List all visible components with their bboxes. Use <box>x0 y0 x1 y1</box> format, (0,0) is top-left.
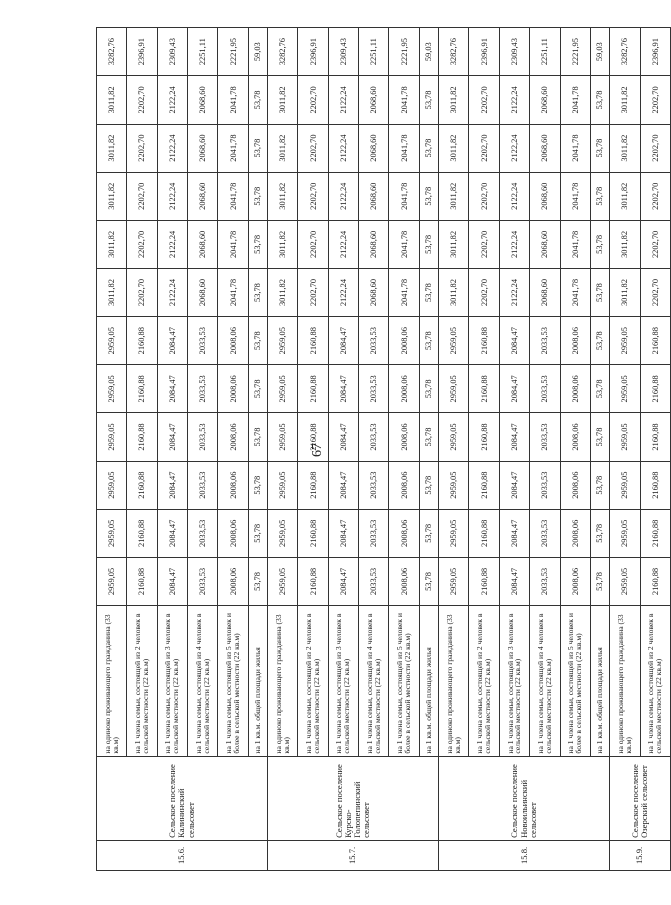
page-number: 67 <box>310 443 325 457</box>
value-cell: 2033,53 <box>530 557 560 605</box>
value-cell: 2008,06 <box>389 461 419 509</box>
table-row <box>188 28 218 871</box>
value-cell: 2041,78 <box>218 268 248 316</box>
value-cell: 2033,53 <box>359 509 389 557</box>
value-cell: 2122,24 <box>157 268 187 316</box>
value-cell: 2008,06 <box>560 413 590 461</box>
value-cell: 2202,70 <box>298 76 328 124</box>
row-description: на 1 члена семьи, состоящей из 4 человек в сельской местности (22 кв.м) <box>359 606 389 757</box>
value-cell: 53,78 <box>248 509 267 557</box>
table-row <box>590 28 609 871</box>
value-cell: 2959,05 <box>268 413 298 461</box>
value-cell: 2160,88 <box>469 317 499 365</box>
value-cell: 53,78 <box>248 76 267 124</box>
value-cell: 2033,53 <box>530 365 560 413</box>
value-cell: 2160,88 <box>298 557 328 605</box>
value-cell: 2068,60 <box>359 220 389 268</box>
value-cell: 2008,06 <box>218 557 248 605</box>
table-row <box>127 28 157 871</box>
value-cell: 2084,47 <box>328 461 358 509</box>
value-cell: 53,78 <box>248 461 267 509</box>
value-cell: 2008,06 <box>218 461 248 509</box>
value-cell: 2122,24 <box>328 124 358 172</box>
value-cell: 2068,60 <box>359 124 389 172</box>
value-cell: 53,78 <box>248 220 267 268</box>
row-description: на 1 члена семьи, состоящей из 2 человек в сельской местности (22 кв.м) <box>640 606 670 757</box>
value-cell: 2008,06 <box>560 317 590 365</box>
value-cell: 3282,76 <box>268 28 298 76</box>
value-cell: 2068,60 <box>359 268 389 316</box>
value-cell: 2084,47 <box>328 557 358 605</box>
value-cell: 2008,06 <box>389 557 419 605</box>
value-cell: 2160,88 <box>640 509 670 557</box>
value-cell: 53,78 <box>590 365 609 413</box>
value-cell: 2008,06 <box>389 413 419 461</box>
value-cell: 2959,05 <box>610 461 640 509</box>
table-row <box>610 28 640 871</box>
value-cell: 2084,47 <box>157 509 187 557</box>
value-cell: 2041,78 <box>389 172 419 220</box>
value-cell: 2202,70 <box>298 220 328 268</box>
value-cell: 3011,82 <box>268 172 298 220</box>
section-number: 15.9. <box>610 840 671 870</box>
table-row <box>359 28 389 871</box>
value-cell: 2160,88 <box>640 461 670 509</box>
value-cell: 2068,60 <box>188 220 218 268</box>
value-cell: 2084,47 <box>499 557 529 605</box>
value-cell: 2251,11 <box>359 28 389 76</box>
value-cell: 2202,70 <box>298 124 328 172</box>
value-cell: 2041,78 <box>560 172 590 220</box>
table-row <box>469 28 499 871</box>
value-cell: 59,03 <box>248 28 267 76</box>
value-cell: 2221,95 <box>218 28 248 76</box>
value-cell: 2160,88 <box>127 461 157 509</box>
value-cell: 2160,88 <box>469 461 499 509</box>
value-cell: 2008,06 <box>560 461 590 509</box>
value-cell: 2041,78 <box>389 268 419 316</box>
value-cell: 2122,24 <box>328 76 358 124</box>
value-cell: 2959,05 <box>439 413 469 461</box>
value-cell: 2202,70 <box>469 124 499 172</box>
value-cell: 2202,70 <box>127 124 157 172</box>
value-cell: 2033,53 <box>359 317 389 365</box>
value-cell: 2202,70 <box>640 220 670 268</box>
value-cell: 53,78 <box>419 413 438 461</box>
table-row <box>389 28 419 871</box>
value-cell: 2309,43 <box>499 28 529 76</box>
table-row <box>560 28 590 871</box>
value-cell: 53,78 <box>590 557 609 605</box>
value-cell: 2221,95 <box>560 28 590 76</box>
value-cell: 53,78 <box>590 268 609 316</box>
value-cell: 2008,06 <box>560 365 590 413</box>
value-cell: 53,78 <box>419 461 438 509</box>
section-number: 15.6. <box>97 840 268 870</box>
value-cell: 2202,70 <box>640 124 670 172</box>
value-cell: 2959,05 <box>610 557 640 605</box>
value-cell: 2202,70 <box>127 172 157 220</box>
value-cell: 2122,24 <box>499 124 529 172</box>
table-row <box>157 28 187 871</box>
value-cell: 2202,70 <box>640 172 670 220</box>
row-description: на 1 члена семьи, состоящей из 3 человек в сельской местности (22 кв.м) <box>328 606 358 757</box>
value-cell: 2959,05 <box>610 413 640 461</box>
value-cell: 2396,91 <box>298 28 328 76</box>
value-cell: 2959,05 <box>268 509 298 557</box>
settlement-name: Сельское поселение Калининский сельсовет <box>97 756 268 840</box>
value-cell: 53,78 <box>419 124 438 172</box>
value-cell: 53,78 <box>419 268 438 316</box>
value-cell: 2068,60 <box>530 76 560 124</box>
table-row <box>419 28 438 871</box>
value-cell: 2959,05 <box>610 365 640 413</box>
value-cell: 2041,78 <box>560 124 590 172</box>
value-cell: 3011,82 <box>610 76 640 124</box>
value-cell: 59,03 <box>590 28 609 76</box>
value-cell: 2084,47 <box>157 317 187 365</box>
value-cell: 2396,91 <box>469 28 499 76</box>
value-cell: 2084,47 <box>499 413 529 461</box>
value-cell: 53,78 <box>590 172 609 220</box>
value-cell: 2309,43 <box>157 28 187 76</box>
table-body <box>97 28 671 871</box>
value-cell: 2033,53 <box>188 509 218 557</box>
value-cell: 53,78 <box>419 365 438 413</box>
row-description: на 1 члена семьи, состоящей из 4 человек в сельской местности (22 кв.м) <box>188 606 218 757</box>
value-cell: 2202,70 <box>469 172 499 220</box>
value-cell: 2008,06 <box>389 317 419 365</box>
value-cell: 2309,43 <box>328 28 358 76</box>
value-cell: 53,78 <box>419 172 438 220</box>
value-cell: 2202,70 <box>469 220 499 268</box>
value-cell: 2033,53 <box>530 413 560 461</box>
value-cell: 2068,60 <box>530 220 560 268</box>
value-cell: 3011,82 <box>610 124 640 172</box>
value-cell: 2160,88 <box>127 557 157 605</box>
value-cell: 2160,88 <box>469 413 499 461</box>
value-cell: 2008,06 <box>218 509 248 557</box>
row-description: на одиноко проживающего гражданина (33 кв.м) <box>97 606 127 757</box>
value-cell: 2122,24 <box>328 220 358 268</box>
value-cell: 2033,53 <box>188 365 218 413</box>
value-cell: 2959,05 <box>439 317 469 365</box>
value-cell: 53,78 <box>419 220 438 268</box>
rotated-table-container <box>96 27 671 871</box>
value-cell: 2084,47 <box>499 365 529 413</box>
value-cell: 3011,82 <box>268 268 298 316</box>
value-cell: 3011,82 <box>97 124 127 172</box>
settlement-name: Сельское поселение Озерский сельсовет <box>610 756 671 840</box>
value-cell: 2959,05 <box>439 557 469 605</box>
section-number: 15.8. <box>439 840 610 870</box>
value-cell: 2068,60 <box>188 172 218 220</box>
value-cell: 3011,82 <box>268 220 298 268</box>
value-cell: 2122,24 <box>499 172 529 220</box>
value-cell: 2160,88 <box>469 557 499 605</box>
value-cell: 53,78 <box>419 509 438 557</box>
value-cell: 2160,88 <box>298 509 328 557</box>
value-cell: 2202,70 <box>127 268 157 316</box>
value-cell: 3282,76 <box>439 28 469 76</box>
value-cell: 3011,82 <box>268 124 298 172</box>
value-cell: 3011,82 <box>610 268 640 316</box>
row-description: на 1 члена семьи, состоящей из 3 человек в сельской местности (22 кв.м) <box>157 606 187 757</box>
value-cell: 2008,06 <box>218 413 248 461</box>
value-cell: 3282,76 <box>97 28 127 76</box>
value-cell: 2221,95 <box>389 28 419 76</box>
table-row <box>268 28 298 871</box>
value-cell: 2033,53 <box>359 413 389 461</box>
value-cell: 2959,05 <box>97 317 127 365</box>
value-cell: 53,78 <box>248 557 267 605</box>
value-cell: 3011,82 <box>610 172 640 220</box>
value-cell: 2160,88 <box>298 365 328 413</box>
value-cell: 2068,60 <box>188 124 218 172</box>
table-row <box>640 28 670 871</box>
row-description: на 1 кв.м. общей площади жилья <box>590 606 609 757</box>
value-cell: 2068,60 <box>530 124 560 172</box>
value-cell: 2068,60 <box>359 76 389 124</box>
value-cell: 2122,24 <box>328 268 358 316</box>
value-cell: 2008,06 <box>218 317 248 365</box>
value-cell: 53,78 <box>590 220 609 268</box>
value-cell: 53,78 <box>590 124 609 172</box>
value-cell: 2041,78 <box>560 220 590 268</box>
value-cell: 2959,05 <box>268 365 298 413</box>
value-cell: 53,78 <box>590 76 609 124</box>
value-cell: 2084,47 <box>157 461 187 509</box>
value-cell: 53,78 <box>248 268 267 316</box>
value-cell: 2008,06 <box>560 557 590 605</box>
row-description: на одиноко проживающего гражданина (33 кв.м) <box>439 606 469 757</box>
row-description: на одиноко проживающего гражданина (33 кв.м) <box>268 606 298 757</box>
value-cell: 2202,70 <box>298 172 328 220</box>
value-cell: 2033,53 <box>359 557 389 605</box>
value-cell: 53,78 <box>419 76 438 124</box>
value-cell: 53,78 <box>419 317 438 365</box>
value-cell: 2033,53 <box>359 365 389 413</box>
value-cell: 3011,82 <box>268 76 298 124</box>
value-cell: 2041,78 <box>218 76 248 124</box>
value-cell: 2084,47 <box>499 317 529 365</box>
value-cell: 2202,70 <box>640 268 670 316</box>
value-cell: 2068,60 <box>188 268 218 316</box>
value-cell: 2959,05 <box>439 509 469 557</box>
section-number: 15.7. <box>268 840 439 870</box>
value-cell: 53,78 <box>590 317 609 365</box>
value-cell: 2160,88 <box>298 317 328 365</box>
value-cell: 2084,47 <box>157 557 187 605</box>
value-cell: 2084,47 <box>157 365 187 413</box>
value-cell: 2122,24 <box>499 268 529 316</box>
value-cell: 2008,06 <box>218 365 248 413</box>
table-row <box>530 28 560 871</box>
value-cell: 2041,78 <box>389 124 419 172</box>
value-cell: 53,78 <box>590 461 609 509</box>
value-cell: 3011,82 <box>439 124 469 172</box>
row-description: на 1 члена семьи, состоящей из 4 человек в сельской местности (22 кв.м) <box>530 606 560 757</box>
table-row <box>97 28 127 871</box>
value-cell: 2033,53 <box>530 461 560 509</box>
value-cell: 2084,47 <box>328 413 358 461</box>
value-cell: 2008,06 <box>389 509 419 557</box>
value-cell: 2068,60 <box>188 76 218 124</box>
value-cell: 2959,05 <box>439 365 469 413</box>
value-cell: 2122,24 <box>157 172 187 220</box>
value-cell: 2041,78 <box>218 172 248 220</box>
value-cell: 2033,53 <box>530 509 560 557</box>
value-cell: 2160,88 <box>127 365 157 413</box>
value-cell: 2959,05 <box>439 461 469 509</box>
value-cell: 2122,24 <box>157 76 187 124</box>
row-description: на одиноко проживающего гражданина (33 кв.м) <box>610 606 640 757</box>
value-cell: 2033,53 <box>188 317 218 365</box>
value-cell: 2041,78 <box>389 220 419 268</box>
value-cell: 2959,05 <box>97 557 127 605</box>
value-cell: 2160,88 <box>298 413 328 461</box>
row-description: на 1 члена семьи, состоящей из 2 человек в сельской местности (22 кв.м) <box>127 606 157 757</box>
value-cell: 2959,05 <box>268 461 298 509</box>
value-cell: 53,78 <box>590 509 609 557</box>
value-cell: 2122,24 <box>157 220 187 268</box>
row-description: на 1 члена семьи, состоящей из 2 человек в сельской местности (22 кв.м) <box>298 606 328 757</box>
row-description: на 1 кв.м. общей площади жилья <box>248 606 267 757</box>
value-cell: 2251,11 <box>530 28 560 76</box>
value-cell: 3282,76 <box>610 28 640 76</box>
value-cell: 2084,47 <box>499 509 529 557</box>
value-cell: 2202,70 <box>127 76 157 124</box>
value-cell: 53,78 <box>248 317 267 365</box>
row-description: на 1 члена семьи, состоящей из 5 человек и более в сельской местности (22 кв.м) <box>560 606 590 757</box>
value-cell: 2122,24 <box>157 124 187 172</box>
value-cell: 2160,88 <box>640 317 670 365</box>
value-cell: 53,78 <box>248 172 267 220</box>
value-cell: 2008,06 <box>560 509 590 557</box>
value-cell: 2033,53 <box>188 557 218 605</box>
value-cell: 53,78 <box>248 124 267 172</box>
value-cell: 2084,47 <box>328 509 358 557</box>
value-cell: 2202,70 <box>640 76 670 124</box>
value-cell: 2160,88 <box>640 365 670 413</box>
value-cell: 2959,05 <box>97 509 127 557</box>
value-cell: 2084,47 <box>499 461 529 509</box>
value-cell: 2959,05 <box>268 557 298 605</box>
value-cell: 2959,05 <box>610 509 640 557</box>
value-cell: 3011,82 <box>439 268 469 316</box>
value-cell: 2959,05 <box>610 317 640 365</box>
value-cell: 2041,78 <box>560 268 590 316</box>
value-cell: 2122,24 <box>499 220 529 268</box>
table-row <box>218 28 248 871</box>
value-cell: 3011,82 <box>97 268 127 316</box>
value-cell: 2160,88 <box>127 317 157 365</box>
value-cell: 2033,53 <box>359 461 389 509</box>
value-cell: 2084,47 <box>328 365 358 413</box>
value-cell: 2160,88 <box>469 509 499 557</box>
value-cell: 2160,88 <box>469 365 499 413</box>
tariff-table <box>96 27 671 871</box>
value-cell: 2396,91 <box>640 28 670 76</box>
row-description: на 1 члена семьи, состоящей из 5 человек и более в сельской местности (22 кв.м) <box>218 606 248 757</box>
row-description: на 1 члена семьи, состоящей из 3 человек в сельской местности (22 кв.м) <box>499 606 529 757</box>
value-cell: 2033,53 <box>188 413 218 461</box>
value-cell: 2033,53 <box>188 461 218 509</box>
value-cell: 2160,88 <box>298 461 328 509</box>
value-cell: 2160,88 <box>640 413 670 461</box>
value-cell: 2033,53 <box>530 317 560 365</box>
value-cell: 2959,05 <box>268 317 298 365</box>
value-cell: 3011,82 <box>439 172 469 220</box>
value-cell: 2959,05 <box>97 413 127 461</box>
value-cell: 2396,91 <box>127 28 157 76</box>
settlement-name: Сельское поселение Новоильинский сельсовет <box>439 756 610 840</box>
table-row <box>499 28 529 871</box>
value-cell: 2160,88 <box>127 509 157 557</box>
value-cell: 2959,05 <box>97 365 127 413</box>
value-cell: 2068,60 <box>359 172 389 220</box>
settlement-name: Сельское поселение Курско-Голопепинский сельсовет <box>268 756 439 840</box>
value-cell: 2041,78 <box>218 124 248 172</box>
value-cell: 2084,47 <box>328 317 358 365</box>
value-cell: 2041,78 <box>560 76 590 124</box>
value-cell: 2041,78 <box>218 220 248 268</box>
value-cell: 3011,82 <box>97 76 127 124</box>
value-cell: 2068,60 <box>530 268 560 316</box>
table-row <box>248 28 267 871</box>
value-cell: 2122,24 <box>328 172 358 220</box>
table-row <box>328 28 358 871</box>
value-cell: 2008,06 <box>389 365 419 413</box>
value-cell: 59,03 <box>419 28 438 76</box>
value-cell: 53,78 <box>590 413 609 461</box>
value-cell: 2202,70 <box>469 76 499 124</box>
value-cell: 2084,47 <box>157 413 187 461</box>
value-cell: 53,78 <box>419 557 438 605</box>
row-description: на 1 члена семьи, состоящей из 5 человек и более в сельской местности (22 кв.м) <box>389 606 419 757</box>
value-cell: 2068,60 <box>530 172 560 220</box>
value-cell: 2202,70 <box>298 268 328 316</box>
value-cell: 2251,11 <box>188 28 218 76</box>
value-cell: 2160,88 <box>640 557 670 605</box>
row-description: на 1 члена семьи, состоящей из 2 человек в сельской местности (22 кв.м) <box>469 606 499 757</box>
table-row <box>439 28 469 871</box>
value-cell: 2160,88 <box>127 413 157 461</box>
value-cell: 3011,82 <box>439 76 469 124</box>
value-cell: 3011,82 <box>439 220 469 268</box>
value-cell: 3011,82 <box>610 220 640 268</box>
row-description: на 1 кв.м. общей площади жилья <box>419 606 438 757</box>
value-cell: 2041,78 <box>389 76 419 124</box>
value-cell: 2202,70 <box>127 220 157 268</box>
value-cell: 53,78 <box>248 413 267 461</box>
value-cell: 3011,82 <box>97 220 127 268</box>
value-cell: 3011,82 <box>97 172 127 220</box>
value-cell: 2122,24 <box>499 76 529 124</box>
value-cell: 2202,70 <box>469 268 499 316</box>
value-cell: 2959,05 <box>97 461 127 509</box>
value-cell: 53,78 <box>248 365 267 413</box>
